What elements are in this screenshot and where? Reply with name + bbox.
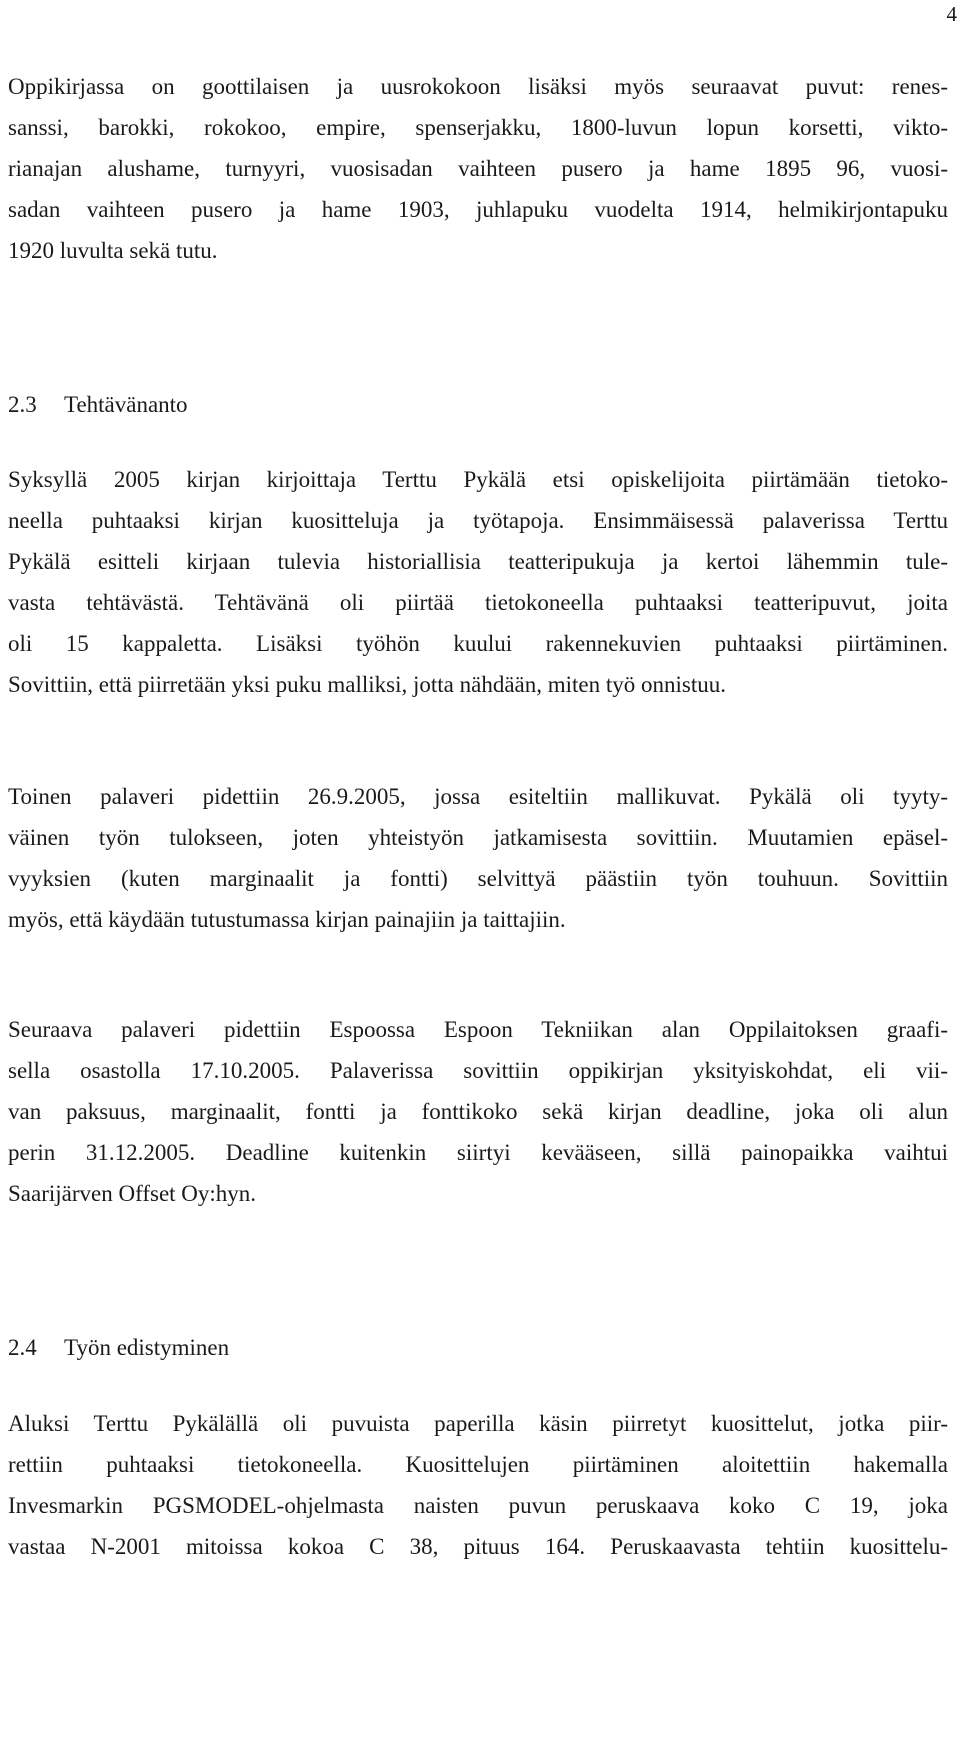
page-number: 4: [946, 2, 957, 26]
text-line: oli 15 kappaletta. Lisäksi työhön kuului rakennekuvien puhtaaksi piirtäminen.: [8, 631, 948, 656]
text-line: neella puhtaaksi kirjan kuositteluja ja työtapoja. Ensimmäisessä palaverissa Terttu: [8, 508, 948, 533]
text-line: 1920 luvulta sekä tutu.: [8, 238, 218, 263]
section-title: Tehtävänanto: [64, 392, 188, 417]
text-line: rianajan alushame, turnyyri, vuosisadan vaihteen pusero ja hame 1895 96, vuosi-: [8, 156, 948, 181]
text-line: myös, että käydään tutustumassa kirjan painajiin ja taittajiin.: [8, 907, 566, 932]
text-line: Sovittiin, että piirretään yksi puku malliksi, jotta nähdään, miten työ onnistuu.: [8, 672, 727, 697]
paragraph-third-meeting: [8, 1009, 948, 1214]
text-line: van paksuus, marginaalit, fontti ja fonttikoko sekä kirjan deadline, joka oli alun: [8, 1099, 948, 1124]
text-line: sella osastolla 17.10.2005. Palaverissa sovittiin oppikirjan yksityiskohdat, eli vii-: [8, 1058, 948, 1083]
paragraph-costume-list: [8, 66, 948, 271]
text-line: väinen työn tulokseen, joten yhteistyön jatkamisesta sovittiin. Muutamien epäsel-: [8, 825, 948, 850]
text-line: Oppikirjassa on goottilaisen ja uusrokokoon lisäksi myös seuraavat puvut: renes-: [8, 74, 948, 99]
paragraph-second-meeting: [8, 776, 948, 940]
text-line: vyyksien (kuten marginaalit ja fontti) selvittyä päästiin työn touhuun. Sovittiin: [8, 866, 948, 891]
text-line: vasta tehtävästä. Tehtävänä oli piirtää tietokoneella puhtaaksi teatteripuvut, joita: [8, 590, 948, 615]
text-line: Invesmarkin PGSMODEL-ohjelmasta naisten puvun peruskaava koko C 19, joka: [8, 1493, 948, 1518]
section-number: 2.3: [8, 392, 37, 417]
section-heading-2-3: [8, 384, 188, 425]
text-line: Syksyllä 2005 kirjan kirjoittaja Terttu Pykälä etsi opiskelijoita piirtämään tietoko-: [8, 467, 948, 492]
text-line: Aluksi Terttu Pykälällä oli puvuista paperilla käsin piirretyt kuosittelut, jotka piir-: [8, 1411, 948, 1436]
text-line: Seuraava palaveri pidettiin Espoossa Espoon Tekniikan alan Oppilaitoksen graafi-: [8, 1017, 948, 1042]
text-line: sadan vaihteen pusero ja hame 1903, juhlapuku vuodelta 1914, helmikirjontapuku: [8, 197, 948, 222]
text-line: sanssi, barokki, rokokoo, empire, spenserjakku, 1800-luvun lopun korsetti, vikto-: [8, 115, 948, 140]
text-line: Pykälä esitteli kirjaan tulevia historiallisia teatteripukuja ja kertoi lähemmin tule-: [8, 549, 948, 574]
text-line: vastaa N-2001 mitoissa kokoa C 38, pituus 164. Peruskaavasta tehtiin kuosittelu-: [8, 1534, 948, 1559]
text-line: Saarijärven Offset Oy:hyn.: [8, 1181, 257, 1206]
text-line: Toinen palaveri pidettiin 26.9.2005, jossa esiteltiin mallikuvat. Pykälä oli tyyty-: [8, 784, 948, 809]
text-line: rettiin puhtaaksi tietokoneella. Kuosittelujen piirtäminen aloitettiin hakemalla: [8, 1452, 948, 1477]
paragraph-work-progress: [8, 1403, 948, 1567]
paragraph-assignment: [8, 459, 948, 705]
section-number: 2.4: [8, 1335, 37, 1360]
section-heading-2-4: [8, 1327, 229, 1368]
section-title: Työn edistyminen: [64, 1335, 230, 1360]
text-line: perin 31.12.2005. Deadline kuitenkin siirtyi kevääseen, sillä painopaikka vaihtui: [8, 1140, 948, 1165]
